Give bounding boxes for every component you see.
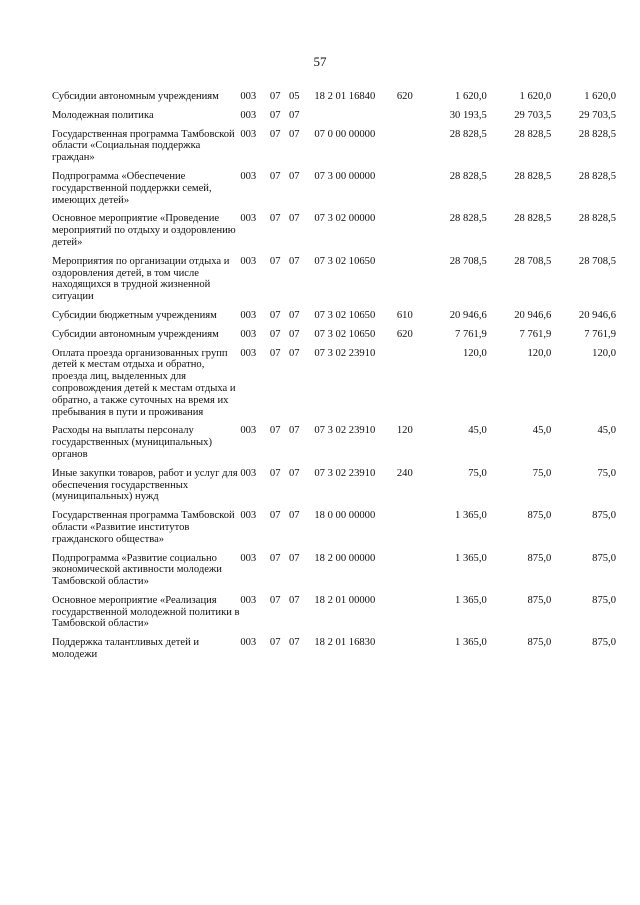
row-value-1: 28 828,5 (449, 170, 487, 182)
row-ved: 003 (240, 213, 257, 225)
row-pr: 07 (288, 255, 300, 267)
row-vr: 620 (396, 91, 413, 102)
row-ved: 003 (240, 467, 257, 479)
row-value-1: 30 193,5 (449, 109, 487, 121)
row-vr (397, 347, 422, 425)
row-name: Иные закупки товаров, работ и услуг для обеспечения государственных (муниципальных) нужд (52, 467, 238, 503)
row-value-2: 120,0 (527, 347, 552, 359)
row-ved: 003 (240, 347, 257, 359)
row-value-3: 7 761,9 (584, 328, 616, 340)
table-row (52, 90, 618, 109)
row-value-3: 875,0 (592, 552, 616, 564)
row-pr: 07 (288, 170, 300, 182)
row-pr: 05 (288, 91, 300, 102)
row-ved: 003 (240, 637, 257, 649)
row-pr: 07 (288, 347, 300, 359)
row-value-3: 75,0 (597, 467, 616, 479)
row-value-1: 75,0 (468, 467, 487, 479)
row-csr: 07 3 02 23910 (314, 467, 376, 479)
row-value-3: 28 828,5 (578, 170, 616, 182)
row-value-3: 28 828,5 (578, 213, 616, 225)
row-name: Мероприятия по организации отдыха и оздоровления детей, в том числе находящихся в трудной жизненной ситуации (52, 255, 230, 303)
row-rz: 07 (269, 109, 281, 121)
row-csr: 07 3 02 10650 (314, 255, 376, 267)
row-pr: 07 (288, 467, 300, 479)
row-vr (397, 594, 422, 636)
table-row (52, 594, 618, 636)
row-value-1: 45,0 (468, 425, 487, 437)
row-name: Государственная программа Тамбовской области «Развитие институтов гражданского общества» (52, 510, 235, 545)
row-value-3: 28 828,5 (578, 128, 616, 140)
table-row (52, 128, 618, 170)
row-value-2: 29 703,5 (514, 109, 552, 121)
page-number: 57 (313, 54, 327, 69)
row-vr: 240 (396, 467, 413, 479)
row-value-1: 1 365,0 (455, 510, 487, 522)
row-csr: 18 2 01 00000 (314, 594, 376, 606)
table-row (52, 552, 618, 594)
row-ved: 003 (240, 109, 257, 121)
row-pr: 07 (288, 637, 300, 649)
row-value-3: 875,0 (592, 637, 616, 649)
table-row (52, 424, 618, 466)
table-row (52, 170, 618, 212)
row-csr: 07 3 02 10650 (314, 328, 376, 340)
row-vr: 120 (396, 425, 413, 437)
row-csr: 07 3 02 23910 (314, 347, 376, 359)
row-value-2: 28 708,5 (514, 255, 552, 267)
row-pr: 07 (288, 128, 300, 140)
row-value-3: 875,0 (592, 594, 616, 606)
row-ved: 003 (240, 255, 257, 267)
row-vr (397, 552, 422, 594)
row-csr: 18 2 01 16830 (314, 637, 376, 649)
row-rz: 07 (269, 637, 281, 649)
row-value-3: 29 703,5 (578, 109, 616, 121)
row-value-1: 28 828,5 (449, 213, 487, 225)
row-name: Подпрограмма «Обеспечение государственной поддержки семей, имеющих детей» (52, 170, 212, 206)
table-row (52, 109, 618, 128)
row-value-2: 28 828,5 (514, 213, 552, 225)
row-pr: 07 (288, 328, 300, 340)
row-value-2: 875,0 (527, 552, 552, 564)
row-value-3: 45,0 (597, 425, 616, 437)
row-value-2: 28 828,5 (514, 170, 552, 182)
row-rz: 07 (269, 213, 281, 225)
row-csr: 18 0 00 00000 (314, 510, 376, 522)
row-value-1: 120,0 (462, 347, 487, 359)
row-vr (397, 128, 422, 170)
row-vr (397, 255, 422, 309)
row-ved: 003 (240, 91, 257, 102)
table-row (52, 309, 618, 328)
row-value-1: 1 365,0 (455, 637, 487, 649)
row-csr: 18 2 01 16840 (314, 91, 376, 102)
row-ved: 003 (240, 510, 257, 522)
row-pr: 07 (288, 213, 300, 225)
row-value-2: 875,0 (527, 637, 552, 649)
row-vr (397, 109, 422, 128)
row-csr: 18 2 00 00000 (314, 552, 376, 564)
table-row (52, 347, 618, 425)
row-vr (397, 509, 422, 551)
row-rz: 07 (269, 328, 281, 340)
row-value-2: 75,0 (532, 467, 552, 479)
row-vr: 620 (396, 328, 413, 340)
row-pr: 07 (288, 109, 300, 121)
row-rz: 07 (269, 347, 281, 359)
row-value-3: 875,0 (592, 510, 616, 522)
row-csr (314, 109, 397, 128)
row-rz: 07 (269, 467, 281, 479)
row-value-1: 20 946,6 (449, 309, 487, 321)
table-row (52, 467, 618, 509)
row-vr (397, 212, 422, 254)
row-pr: 07 (288, 510, 300, 522)
row-value-2: 875,0 (527, 594, 552, 606)
table-row (52, 636, 618, 667)
row-value-3: 1 620,0 (584, 91, 616, 102)
row-rz: 07 (269, 255, 281, 267)
row-csr: 07 3 02 00000 (314, 213, 376, 225)
row-ved: 003 (240, 552, 257, 564)
row-value-1: 1 365,0 (455, 594, 487, 606)
row-name: Подпрограмма «Развитие социально экономической активности молодежи Тамбовской области» (52, 552, 222, 588)
row-rz: 07 (269, 552, 281, 564)
row-value-2: 875,0 (527, 510, 552, 522)
row-pr: 07 (288, 425, 300, 437)
budget-table-body (52, 90, 618, 667)
row-name: Оплата проезда организованных групп детей к местам отдыха и обратно, проезда лиц, выделенных для сопровождения детей к местам отдыха и обратно, а также суточных на время их пребывания в пути и проживания (52, 347, 236, 418)
row-rz: 07 (269, 128, 281, 140)
row-value-1: 28 708,5 (449, 255, 487, 267)
row-value-1: 1 620,0 (455, 91, 487, 102)
row-pr: 07 (288, 552, 300, 564)
table-row (52, 212, 618, 254)
row-vr (397, 636, 422, 667)
row-rz: 07 (269, 309, 281, 321)
row-ved: 003 (240, 309, 257, 321)
row-rz: 07 (269, 425, 281, 437)
row-name: Субсидии автономным учреждениям (52, 328, 219, 340)
row-name: Субсидии бюджетным учреждениям (52, 309, 217, 321)
row-value-3: 120,0 (592, 347, 616, 359)
row-vr: 610 (396, 309, 413, 321)
row-ved: 003 (240, 425, 257, 437)
row-rz: 07 (269, 510, 281, 522)
row-ved: 003 (240, 128, 257, 140)
row-ved: 003 (240, 328, 257, 340)
row-csr: 07 0 00 00000 (314, 128, 376, 140)
row-value-2: 1 620,0 (519, 91, 552, 102)
row-value-2: 7 761,9 (519, 328, 552, 340)
row-csr: 07 3 02 10650 (314, 309, 376, 321)
row-vr (397, 170, 422, 212)
row-value-1: 1 365,0 (455, 552, 487, 564)
row-value-1: 28 828,5 (449, 128, 487, 140)
table-row (52, 509, 618, 551)
row-rz: 07 (269, 594, 281, 606)
row-value-3: 28 708,5 (578, 255, 616, 267)
budget-table (52, 90, 618, 667)
row-value-2: 45,0 (532, 425, 552, 437)
row-name: Основное мероприятие «Реализация государственной молодежной политики в Тамбовской области» (52, 594, 240, 630)
row-value-3: 20 946,6 (578, 309, 616, 321)
row-rz: 07 (269, 170, 281, 182)
row-csr: 07 3 00 00000 (314, 170, 376, 182)
row-name: Субсидии автономным учреждениям (52, 91, 219, 102)
row-value-2: 20 946,6 (514, 309, 552, 321)
row-name: Поддержка талантливых детей и молодежи (52, 637, 200, 661)
table-row (52, 255, 618, 309)
row-ved: 003 (240, 170, 257, 182)
row-name: Государственная программа Тамбовской области «Социальная поддержка граждан» (52, 128, 235, 164)
row-value-2: 28 828,5 (514, 128, 552, 140)
row-csr: 07 3 02 23910 (314, 425, 376, 437)
row-pr: 07 (288, 594, 300, 606)
row-pr: 07 (288, 309, 300, 321)
row-ved: 003 (240, 594, 257, 606)
row-name: Молодежная политика (52, 109, 154, 121)
row-name: Расходы на выплаты персоналу государственных (муниципальных) органов (52, 425, 212, 460)
row-name: Основное мероприятие «Проведение мероприятий по отдыху и оздоровлению детей» (52, 213, 236, 248)
table-row (52, 328, 618, 347)
row-value-1: 7 761,9 (455, 328, 487, 340)
row-rz: 07 (269, 91, 281, 102)
